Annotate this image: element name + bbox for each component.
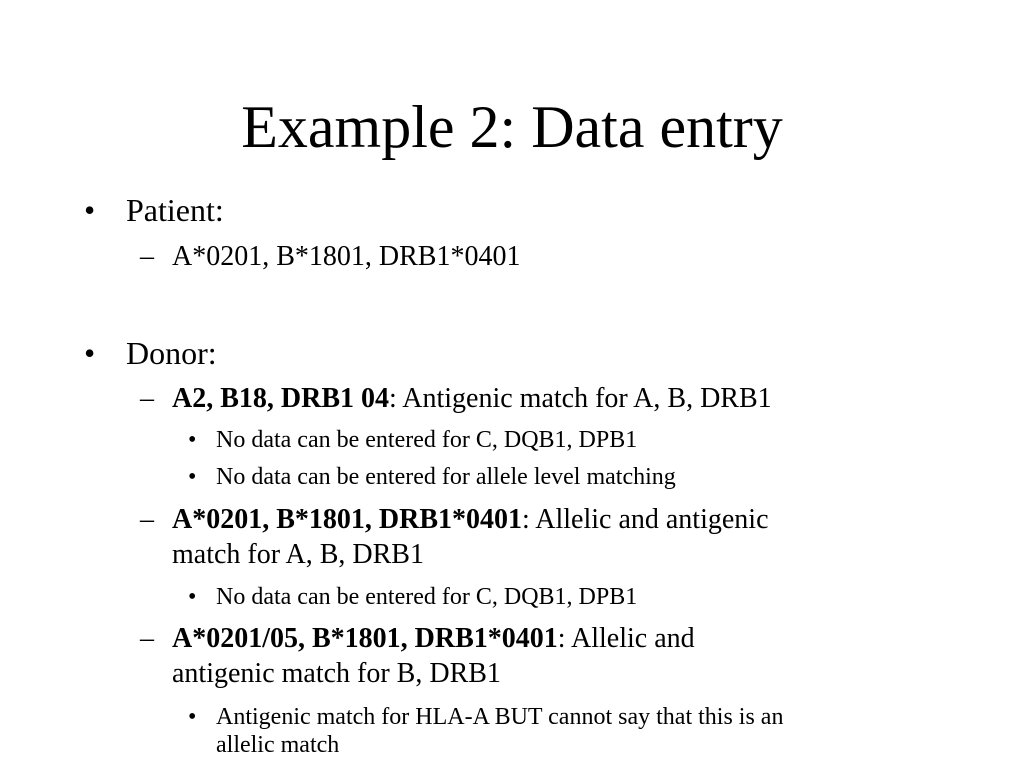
donor-bullet: • <box>84 335 96 371</box>
donor-item-2-note-1: No data can be entered for C, DQB1, DPB1 <box>216 584 638 610</box>
donor-item-3-note-1-bullet: • <box>188 704 197 730</box>
patient-sub-dash: – <box>140 241 154 272</box>
donor-item-3-bold: A*0201/05, B*1801, DRB1*0401 <box>172 623 558 654</box>
slide-title: Example 2: Data entry <box>241 94 783 160</box>
patient-bullet: • <box>84 192 96 228</box>
donor-item-3-text: : Allelic and <box>557 623 695 654</box>
donor-item-3-dash: – <box>140 623 154 654</box>
donor-item-2-note-1-bullet: • <box>188 584 197 610</box>
donor-item-2-text: : Allelic and antigenic <box>522 504 769 535</box>
patient-sub-text: A*0201, B*1801, DRB1*0401 <box>172 241 521 272</box>
donor-item-3-note-1-line2: allelic match <box>216 732 340 758</box>
donor-item-1-note-1: No data can be entered for C, DQB1, DPB1 <box>216 427 638 453</box>
donor-item-2-line1 <box>172 503 769 537</box>
donor-item-1-line1 <box>172 382 772 416</box>
donor-item-3-note-1-line1: Antigenic match for HLA-A BUT cannot say that this is an <box>216 704 784 730</box>
donor-label: Donor: <box>126 335 217 371</box>
donor-item-2-line2: match for A, B, DRB1 <box>172 539 424 570</box>
donor-item-1-note-2-bullet: • <box>188 464 197 490</box>
patient-label: Patient: <box>126 192 224 228</box>
donor-item-1-note-2: No data can be entered for allele level matching <box>216 464 676 490</box>
donor-item-3-line1 <box>172 622 695 656</box>
donor-item-2-bold: A*0201, B*1801, DRB1*0401 <box>172 504 523 535</box>
donor-item-1-bold: A2, B18, DRB1 04 <box>172 383 390 414</box>
donor-item-1-text: : Antigenic match for A, B, DRB1 <box>389 383 772 414</box>
donor-item-2-dash: – <box>140 504 154 535</box>
donor-item-1-dash: – <box>140 383 154 414</box>
donor-item-3-line2: antigenic match for B, DRB1 <box>172 658 501 689</box>
donor-item-1-note-1-bullet: • <box>188 427 197 453</box>
